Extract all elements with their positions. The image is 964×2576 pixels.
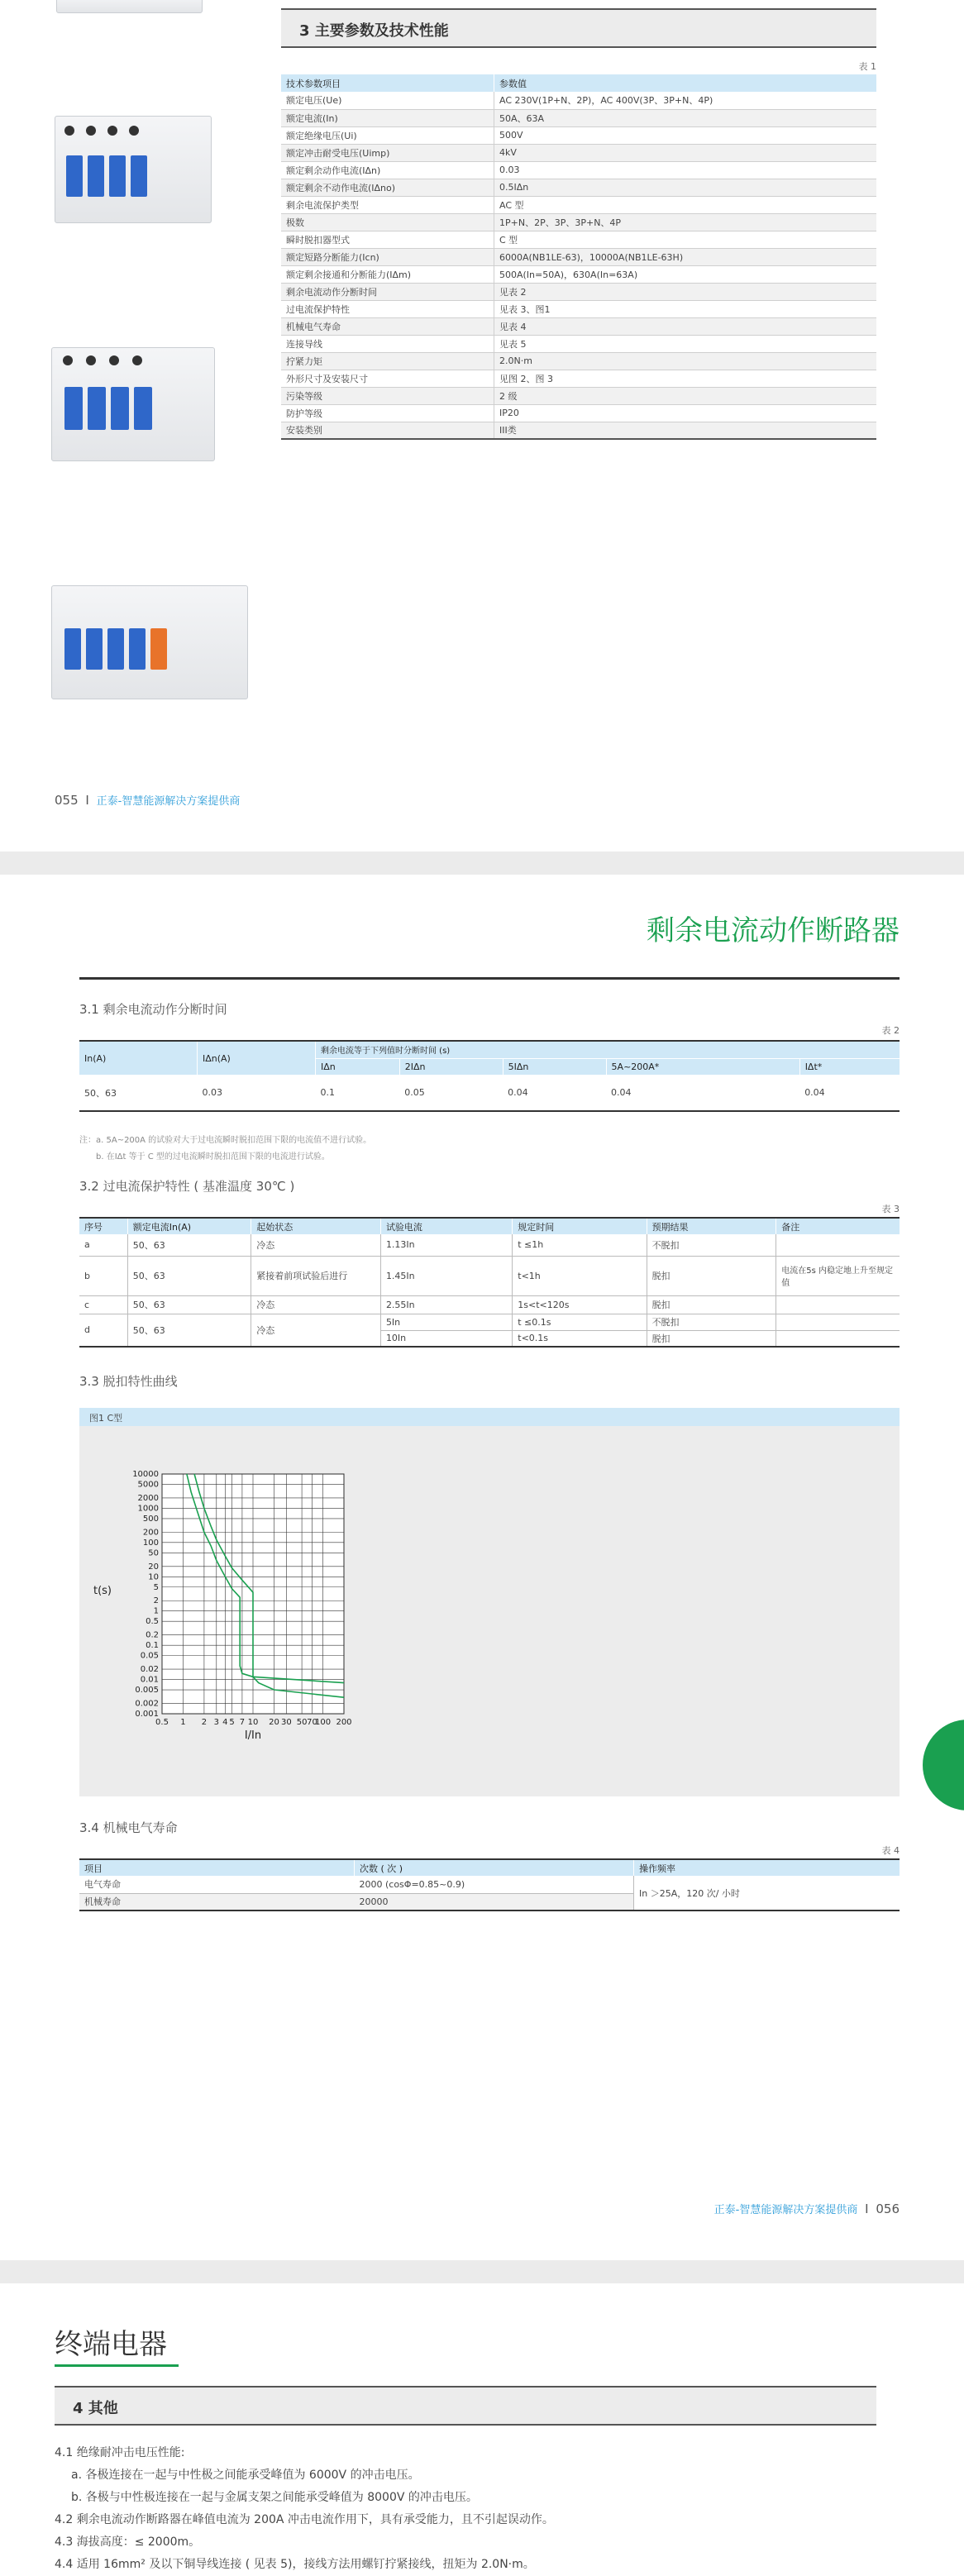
table-row [281,352,876,370]
table-cell: 10In [380,1330,512,1347]
table-cell: 50、63 [127,1295,251,1314]
table-cell: 1.45In [380,1256,512,1295]
header-cell: 起始状态 [251,1218,381,1234]
table-cell [776,1314,900,1330]
table-cell: 机械电气寿命 [281,317,494,335]
table-cell: 0.03 [494,161,877,179]
x-axis-label: I/In [244,1729,262,1742]
y-tick-label: 0.002 [135,1699,159,1709]
table-cell: 2 级 [494,387,877,404]
table-cell: 0.04 [804,1087,825,1098]
x-tick-label: 4 [222,1718,228,1727]
footer-brand: 正泰-智慧能源解决方案提供商 [713,2204,858,2216]
table-cell: 脱扣 [647,1256,776,1295]
table-caption-3: 表 3 [881,1204,900,1214]
y-tick-label: 50 [148,1548,159,1558]
page-number: 056 [876,2202,900,2216]
table-cell: 额定剩余接通和分断能力(IΔm) [281,265,494,283]
x-tick-label: 20 [269,1718,279,1727]
x-tick-label: 100 [315,1718,332,1727]
x-tick-label: 2 [201,1718,208,1727]
figure-label-bar [79,1408,900,1426]
table-row [79,1876,900,1893]
table-cell: 冷态 [251,1314,381,1347]
page-number: 055 [55,793,79,808]
side-tab [923,1720,964,1810]
table-cell [776,1295,900,1314]
table-cell: 4kV [494,144,877,161]
table-cell: 紧接着前项试验后进行 [251,1256,381,1295]
table-cell: t ≤1h [513,1234,647,1256]
table-cell: 额定绝缘电压(Ui) [281,126,494,144]
header-cell: IΔt* [799,1058,900,1075]
y-tick-label: 0.2 [146,1630,159,1640]
table-cell: 连接导线 [281,335,494,352]
table-cell: 0.1 [320,1087,335,1098]
table-cell: 极数 [281,213,494,231]
table-cell: 0.04 [508,1087,528,1098]
header-cell: IΔn(A) [198,1041,316,1075]
y-axis-label: t(s) [93,1585,112,1597]
table-row [281,196,876,213]
table-cell: 见表 4 [494,317,877,335]
footer-sep: I [865,2202,869,2216]
table-cell: 20000 [355,1893,634,1911]
page-056 [0,875,964,2260]
table-cell: 0.04 [611,1087,632,1098]
header-cell: In(A) [79,1041,198,1075]
table-row [281,317,876,335]
table-row [79,1314,900,1330]
table-cell: 不脱扣 [647,1314,776,1330]
table-row [281,213,876,231]
page-gap [0,2260,964,2283]
title-rule [79,977,900,980]
table-cell: c [79,1295,127,1314]
table-cell: 50、63 [127,1256,251,1295]
table-cell: 瞬时脱扣器型式 [281,231,494,248]
y-tick-label: 2000 [137,1493,159,1503]
header-cell: 2IΔn [399,1058,503,1075]
section-bar [55,2386,876,2426]
table-cell: III类 [494,422,877,439]
table-row [281,404,876,422]
table-cell: 2.55In [380,1295,512,1314]
table-cell: 见表 2 [494,283,877,300]
table-cell: 污染等级 [281,387,494,404]
page-footer [55,792,240,808]
table-row [79,1295,900,1314]
table-row [281,283,876,300]
figure-box [79,1408,900,1796]
header-cell: 剩余电流等于下列值时分断时间 (s) [321,1047,451,1057]
header-cell: 5IΔn [503,1058,606,1075]
table-cell: 2000 (cosΦ=0.85~0.9) [355,1876,634,1893]
x-tick-label: 70 [307,1718,317,1727]
table-cell: 外形尺寸及安装尺寸 [281,370,494,387]
y-tick-label: 0.1 [146,1641,159,1651]
section-title: 3 主要参数及技术性能 [299,22,449,40]
y-tick-label: 0.02 [140,1665,159,1675]
heading-3-2: 3.2 过电流保护特性 ( 基准温度 30℃ ) [79,1179,295,1194]
title-underline [55,2364,179,2367]
x-tick-label: 0.5 [155,1718,169,1727]
table-cell: 0.05 [404,1087,425,1098]
table-row [281,92,876,109]
table-cell: 见表 5 [494,335,877,352]
header-cell: 规定时间 [513,1218,647,1234]
table-cell [776,1234,900,1256]
header-cell: 试验电流 [380,1218,512,1234]
table-cell: d [79,1314,127,1347]
table-cell: 不脱扣 [647,1234,776,1256]
header-cell: 额定电流In(A) [127,1218,251,1234]
x-tick-label: 50 [296,1718,308,1727]
footer-sep: I [85,793,89,808]
table-cell: AC 230V(1P+N、2P)，AC 400V(3P、3P+N、4P) [494,92,877,109]
y-tick-label: 10000 [132,1470,159,1479]
table-cell: 50A、63A [494,109,877,126]
table-cell: 0.5IΔn [494,179,877,196]
table-row [281,422,876,439]
x-tick-label: 3 [213,1718,219,1727]
table-cell: 500A(In=50A)，630A(In=63A) [494,265,877,283]
table-cell: 额定电压(Ue) [281,92,494,109]
table-cell: 电流在5s 内稳定地上升至规定值 [776,1256,900,1295]
table-cell: t ≤0.1s [513,1314,647,1330]
table-cell: 机械寿命 [79,1893,355,1911]
y-tick-label: 500 [142,1514,159,1524]
text-line: 4.2 剩余电流动作断路器在峰值电流为 200A 冲击电流作用下，具有承受能力，且不引起误动作。 [55,2513,554,2526]
table-cell: IP20 [494,404,877,422]
table-caption-2: 表 2 [881,1025,900,1036]
table-cell: 0.03 [202,1087,222,1098]
heading-3-1: 3.1 剩余电流动作分断时间 [79,1002,227,1017]
table-row [281,300,876,317]
table-cell: 冷态 [251,1234,381,1256]
x-tick-label: 7 [239,1718,246,1727]
table-cell: 额定短路分断能力(Icn) [281,248,494,265]
table-cell: 6000A(NB1LE-63)，10000A(NB1LE-63H) [494,248,877,265]
table-2 [79,1040,900,1112]
y-tick-label: 100 [142,1538,159,1548]
page-gap [0,852,964,875]
text-line: 4.4 适用 16mm² 及以下铜导线连接 ( 见表 5)，接线方法用螺钉拧紧接线，扭矩为 2.0N·m。 [55,2558,535,2571]
table-cell: t<0.1s [513,1330,647,1347]
y-tick-label: 5000 [137,1480,159,1490]
table-row [281,248,876,265]
table-row [281,179,876,196]
table-cell: a [79,1234,127,1256]
section-title: 4 其他 [73,2400,118,2417]
table-cell: 50、63 [84,1087,117,1099]
y-tick-label: 5 [153,1582,159,1592]
heading-3-4: 3.4 机械电气寿命 [79,1820,178,1835]
table-cell: 过电流保护特性 [281,300,494,317]
table-cell: b [79,1256,127,1295]
table-cell: 额定冲击耐受电压(Uimp) [281,144,494,161]
header-cell: 项目 [79,1859,355,1876]
product-image-1 [55,116,212,223]
x-tick-label: 200 [336,1718,352,1727]
text-line: a. 各极连接在一起与中性极之间能承受峰值为 6000V 的冲击电压。 [71,2469,420,2482]
page-055 [0,0,964,852]
table-row [281,370,876,387]
table-row [281,126,876,144]
table-cell: 50、63 [127,1314,251,1347]
table-cell: 见表 3、图1 [494,300,877,317]
header-cell: 操作频率 [639,1863,675,1874]
x-tick-label: 30 [280,1718,292,1727]
table-cell: 1.13In [380,1234,512,1256]
header-cell: 备注 [781,1221,800,1233]
table-row [79,1234,900,1256]
table-caption: 表 1 [858,61,876,72]
text-line: 4.1 绝缘耐冲击电压性能: [55,2446,185,2459]
table-row [281,109,876,126]
table-cell: 1P+N、2P、3P、3P+N、4P [494,213,877,231]
y-tick-label: 0.01 [140,1675,159,1685]
trip-curve-chart [79,1449,410,1780]
table-note-a: 注：a. 5A~200A 的试验对大于过电流瞬时脱扣范围下限的电流值不进行试验。 [79,1136,372,1145]
table-cell: C 型 [494,231,877,248]
header-cell: 参数值 [499,78,527,89]
y-tick-label: 2 [153,1596,159,1606]
page-footer [714,2201,900,2216]
page-title: 剩余电流动作断路器 [647,914,900,947]
table-row [281,231,876,248]
y-tick-label: 1 [153,1606,159,1616]
table-row [79,1075,900,1111]
table-cell: 剩余电流保护类型 [281,196,494,213]
table-4 [79,1858,900,1911]
table-cell: 冷态 [251,1295,381,1314]
table-cell: 5In [380,1314,512,1330]
heading-3-3: 3.3 脱扣特性曲线 [79,1374,178,1389]
table-cell: 额定剩余动作电流(IΔn) [281,161,494,179]
header-cell: 序号 [79,1218,127,1234]
table-cell: 额定剩余不动作电流(IΔno) [281,179,494,196]
product-image-top [56,0,201,12]
table-cell: 安装类别 [281,422,494,439]
y-tick-label: 1000 [137,1504,159,1514]
table-row [281,144,876,161]
table-cell: 见图 2、图 3 [494,370,877,387]
figure-label: 图1 C型 [89,1413,123,1424]
header-cell: 预期结果 [647,1218,776,1234]
table-cell [776,1330,900,1347]
product-image-3 [51,585,250,701]
x-tick-label: 5 [229,1718,235,1727]
header-cell: 次数 ( 次 ) [355,1859,634,1876]
table-caption-4: 表 4 [881,1845,900,1856]
page-057 [0,2283,964,2576]
table-cell: 额定电流(In) [281,109,494,126]
y-tick-label: 0.005 [135,1686,159,1696]
text-line: 4.3 海拔高度：≤ 2000m。 [55,2535,201,2549]
y-tick-label: 200 [142,1528,159,1538]
header-cell: IΔn [316,1058,400,1075]
table-3 [79,1217,900,1348]
table-cell: 电气寿命 [79,1876,355,1893]
table-cell: 剩余电流动作分断时间 [281,283,494,300]
table-cell: 脱扣 [647,1295,776,1314]
table-row [281,387,876,404]
y-tick-label: 20 [148,1562,159,1572]
section-bar [281,8,876,48]
table-cell: 拧紧力矩 [281,352,494,370]
y-tick-label: 0.001 [135,1710,159,1719]
y-tick-label: 0.05 [140,1651,159,1661]
header-cell: 技术参数项目 [281,74,494,92]
table-row [79,1256,900,1295]
x-tick-label: 10 [247,1718,259,1727]
header-cell: 5A~200A* [606,1058,799,1075]
y-tick-label: 0.5 [146,1617,159,1627]
table-cell: 500V [494,126,877,144]
table-cell: 1s<t<120s [513,1295,647,1314]
table-header-row [281,74,876,92]
table-cell: 2.0N·m [494,352,877,370]
table-note-b: b. 在IΔt 等于 C 型的过电流瞬时脱扣范围下限的电流进行试验。 [96,1152,330,1162]
x-tick-label: 1 [180,1718,186,1727]
text-line: b. 各极与中性极连接在一起与金属支架之间能承受峰值为 8000V 的冲击电压。 [71,2491,478,2504]
table-cell: 50、63 [127,1234,251,1256]
table-row [281,335,876,352]
table-cell: AC 型 [494,196,877,213]
table-cell: In ＞25A，120 次/ 小时 [634,1876,900,1911]
params-table [281,74,876,440]
other-lines [55,2442,554,2576]
product-image-2 [51,347,217,463]
table-row [281,265,876,283]
table-cell: 脱扣 [647,1330,776,1347]
table-cell: 防护等级 [281,404,494,422]
table-cell: t<1h [513,1256,647,1295]
table-row [281,161,876,179]
y-tick-label: 10 [148,1572,159,1582]
page-title: 终端电器 [55,2328,167,2361]
footer-brand: 正泰-智慧能源解决方案提供商 [96,795,241,808]
